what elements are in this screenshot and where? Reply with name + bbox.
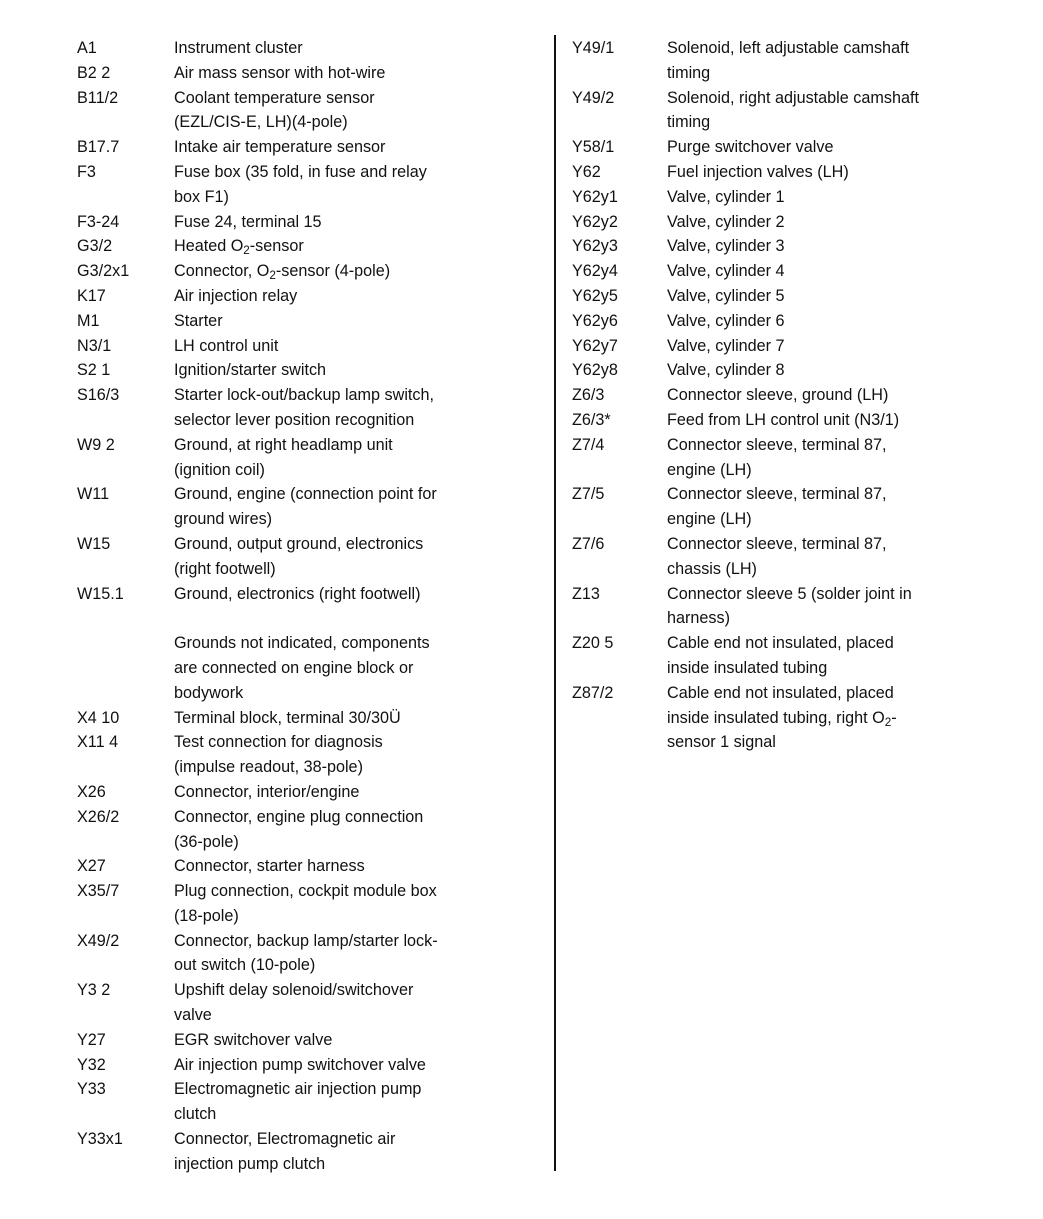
- component-description: Starter: [174, 311, 223, 330]
- legend-entry: [77, 854, 517, 879]
- legend-entry: [77, 730, 517, 780]
- component-description: Ground, output ground, electronics (right footwell): [174, 534, 424, 578]
- component-code: Y33: [77, 1080, 106, 1099]
- legend-entry: [77, 706, 517, 731]
- component-code: X4 10: [77, 708, 120, 727]
- component-code: Z13: [572, 584, 600, 603]
- legend-entry: [572, 532, 992, 582]
- legend-entry: [77, 210, 517, 235]
- legend-entry: [572, 582, 992, 632]
- component-description: Feed from LH control unit (N3/1): [667, 410, 900, 429]
- component-description: Connector sleeve, terminal 87, chassis (LH): [667, 534, 887, 578]
- subscript: 2: [243, 244, 250, 258]
- component-code: Y27: [77, 1030, 106, 1049]
- legend-entry: [572, 210, 992, 235]
- description-text: Connector, O: [174, 262, 270, 281]
- legend-entry: [572, 681, 992, 755]
- legend-entry: [77, 978, 517, 1028]
- component-code: A1: [77, 39, 97, 57]
- legend-entry: [77, 582, 517, 607]
- legend-note: [77, 631, 517, 705]
- component-code: K17: [77, 286, 106, 305]
- legend-entry: [572, 135, 992, 160]
- legend-entry: [572, 160, 992, 185]
- legend-entry: [77, 309, 517, 334]
- legend-entry: [572, 36, 992, 86]
- component-code: B2 2: [77, 63, 111, 82]
- component-code: X26: [77, 782, 106, 801]
- component-description: [174, 259, 494, 284]
- component-code: N3/1: [77, 336, 112, 355]
- component-code: Y49/1: [572, 39, 615, 57]
- legend-entry: [77, 135, 517, 160]
- description-text: - sensor 1 signal: [667, 708, 897, 752]
- blank-line: [77, 606, 517, 631]
- legend-entry: [77, 1028, 517, 1053]
- component-code: B11/2: [77, 88, 119, 107]
- legend-entry: [77, 334, 517, 359]
- component-code: Y62: [572, 162, 601, 181]
- component-code: Y62y2: [572, 212, 618, 231]
- legend-entry: [77, 1127, 517, 1177]
- subscript: 2: [884, 715, 892, 729]
- component-code: F3-24: [77, 212, 120, 231]
- legend-entry: [572, 259, 992, 284]
- description-text: -sensor: [249, 237, 304, 256]
- description-text: -sensor (4-pole): [275, 262, 391, 281]
- component-description: Instrument cluster: [174, 39, 303, 57]
- legend-column-right: [572, 36, 992, 755]
- legend-entry: [77, 61, 517, 86]
- legend-column-left: [77, 36, 517, 1177]
- component-code: W11: [77, 485, 110, 504]
- component-description: [174, 234, 494, 259]
- component-description: Cable end not insulated, placed inside insulated tubing: [667, 634, 894, 677]
- component-description: EGR switchover valve: [174, 1030, 333, 1049]
- component-description: Valve, cylinder 7: [667, 336, 785, 355]
- component-code: Z7/4: [572, 435, 605, 454]
- component-code: M1: [77, 311, 100, 330]
- component-description: Valve, cylinder 8: [667, 361, 785, 380]
- legend-entry: [572, 334, 992, 359]
- component-code: X26/2: [77, 807, 120, 826]
- legend-entry: [77, 234, 517, 259]
- component-code: W15.1: [77, 584, 124, 603]
- component-description: Connector, starter harness: [174, 857, 365, 876]
- component-description: Plug connection, cockpit module box (18-pole): [174, 882, 437, 925]
- legend-entry: [77, 929, 517, 979]
- legend-entry: [77, 879, 517, 929]
- legend-entry: [77, 36, 517, 61]
- component-description: Starter lock-out/backup lamp switch, selector lever position recognition: [174, 386, 435, 429]
- component-code: Z6/3*: [572, 410, 611, 429]
- component-code: Z7/5: [572, 485, 605, 504]
- component-code: Z20 5: [572, 634, 614, 653]
- component-description: Electromagnetic air injection pump clutch: [174, 1080, 422, 1124]
- component-code: Y62y5: [572, 286, 618, 305]
- legend-entry: [572, 284, 992, 309]
- component-code: Y62y3: [572, 237, 618, 256]
- component-code: Z87/2: [572, 683, 614, 702]
- component-description: Fuse box (35 fold, in fuse and relay box F1): [174, 162, 427, 206]
- component-code: X35/7: [77, 882, 120, 901]
- grounds-note: Grounds not indicated, components are connected on engine block or bodywork: [174, 634, 430, 702]
- legend-entry: [77, 383, 517, 433]
- component-code: B17.7: [77, 138, 120, 157]
- component-code: Z7/6: [572, 534, 605, 553]
- component-description: Connector sleeve, terminal 87, engine (LH): [667, 485, 887, 529]
- legend-entry: [572, 433, 992, 483]
- component-description: [667, 681, 977, 755]
- component-code: Y62y4: [572, 262, 618, 281]
- subscript: 2: [269, 269, 276, 283]
- legend-entry: [572, 631, 992, 681]
- component-description: Intake air temperature sensor: [174, 138, 386, 157]
- legend-entry: [77, 358, 517, 383]
- component-description: Air injection pump switchover valve: [174, 1055, 426, 1074]
- component-description: Coolant temperature sensor (EZL/CIS-E, LH)(4-pole): [174, 88, 375, 132]
- component-code: Y3 2: [77, 981, 111, 1000]
- component-description: Valve, cylinder 1: [667, 187, 785, 206]
- component-description: Purge switchover valve: [667, 138, 834, 157]
- component-code: Y62y8: [572, 361, 618, 380]
- component-description: Valve, cylinder 5: [667, 286, 785, 305]
- component-code: Y62y1: [572, 187, 618, 206]
- component-description: Connector sleeve, ground (LH): [667, 386, 889, 405]
- component-code: Y33x1: [77, 1130, 123, 1149]
- component-description: Connector sleeve 5 (solder joint in harness): [667, 584, 912, 628]
- component-code: X27: [77, 857, 106, 876]
- description-text: Cable end not insulated, placed inside insulated tubing, right O: [667, 683, 894, 727]
- component-description: Ground, at right headlamp unit (ignition coil): [174, 435, 393, 479]
- component-description: Test connection for diagnosis (impulse readout, 38-pole): [174, 733, 383, 777]
- component-description: Connector, interior/engine: [174, 782, 360, 801]
- legend-entry: [572, 185, 992, 210]
- legend-entry: [77, 259, 517, 284]
- legend-entry: [572, 482, 992, 532]
- component-description: Solenoid, left adjustable camshaft timing: [667, 39, 910, 82]
- component-description: Solenoid, right adjustable camshaft timing: [667, 88, 919, 132]
- component-description: Connector, backup lamp/starter lock- out switch (10-pole): [174, 931, 438, 975]
- component-description: Ground, electronics (right footwell): [174, 584, 421, 603]
- legend-entry: [572, 408, 992, 433]
- legend-entry: [77, 160, 517, 210]
- column-divider: [554, 35, 556, 1171]
- component-description: Ignition/starter switch: [174, 361, 327, 380]
- legend-entry: [572, 309, 992, 334]
- legend-entry: [77, 532, 517, 582]
- legend-entry: [77, 482, 517, 532]
- component-description: Ground, engine (connection point for ground wires): [174, 485, 437, 529]
- component-code: F3: [77, 162, 96, 181]
- component-description: Valve, cylinder 2: [667, 212, 785, 231]
- component-description: Valve, cylinder 4: [667, 262, 785, 281]
- component-code: Y62y6: [572, 311, 618, 330]
- component-description: Fuse 24, terminal 15: [174, 212, 322, 231]
- component-description: Connector, Electromagnetic air injection pump clutch: [174, 1130, 396, 1173]
- component-code: X49/2: [77, 931, 120, 950]
- component-description: Terminal block, terminal 30/30Ü: [174, 708, 401, 727]
- component-description: Air injection relay: [174, 286, 298, 305]
- component-description: LH control unit: [174, 336, 279, 355]
- component-code: X11 4: [77, 733, 119, 752]
- component-code: G3/2x1: [77, 262, 130, 281]
- legend-entry: [77, 1077, 517, 1127]
- legend-entry: [77, 284, 517, 309]
- component-code: G3/2: [77, 237, 113, 256]
- component-code: Y49/2: [572, 88, 615, 107]
- description-text: Heated O: [174, 237, 244, 256]
- component-description: Fuel injection valves (LH): [667, 162, 849, 181]
- component-description: Upshift delay solenoid/switchover valve: [174, 981, 414, 1025]
- component-code: Y32: [77, 1055, 106, 1074]
- legend-entry: [77, 780, 517, 805]
- legend-entry: [77, 86, 517, 136]
- component-code: Z6/3: [572, 386, 605, 405]
- component-description: Valve, cylinder 6: [667, 311, 785, 330]
- legend-entry: [77, 1053, 517, 1078]
- component-code: W15: [77, 534, 111, 553]
- component-code: Y58/1: [572, 138, 615, 157]
- legend-entry: [572, 234, 992, 259]
- legend-entry: [572, 383, 992, 408]
- legend-entry: [572, 358, 992, 383]
- component-description: Connector, engine plug connection (36-pole): [174, 807, 424, 851]
- component-code: S2 1: [77, 361, 111, 380]
- legend-entry: [77, 805, 517, 855]
- legend-entry: [572, 86, 992, 136]
- component-code: S16/3: [77, 386, 120, 405]
- component-description: Valve, cylinder 3: [667, 237, 785, 256]
- component-code: Y62y7: [572, 336, 618, 355]
- legend-entry: [77, 433, 517, 483]
- component-description: Connector sleeve, terminal 87, engine (LH): [667, 435, 887, 479]
- component-description: Air mass sensor with hot-wire: [174, 63, 386, 82]
- component-code: W9 2: [77, 435, 115, 454]
